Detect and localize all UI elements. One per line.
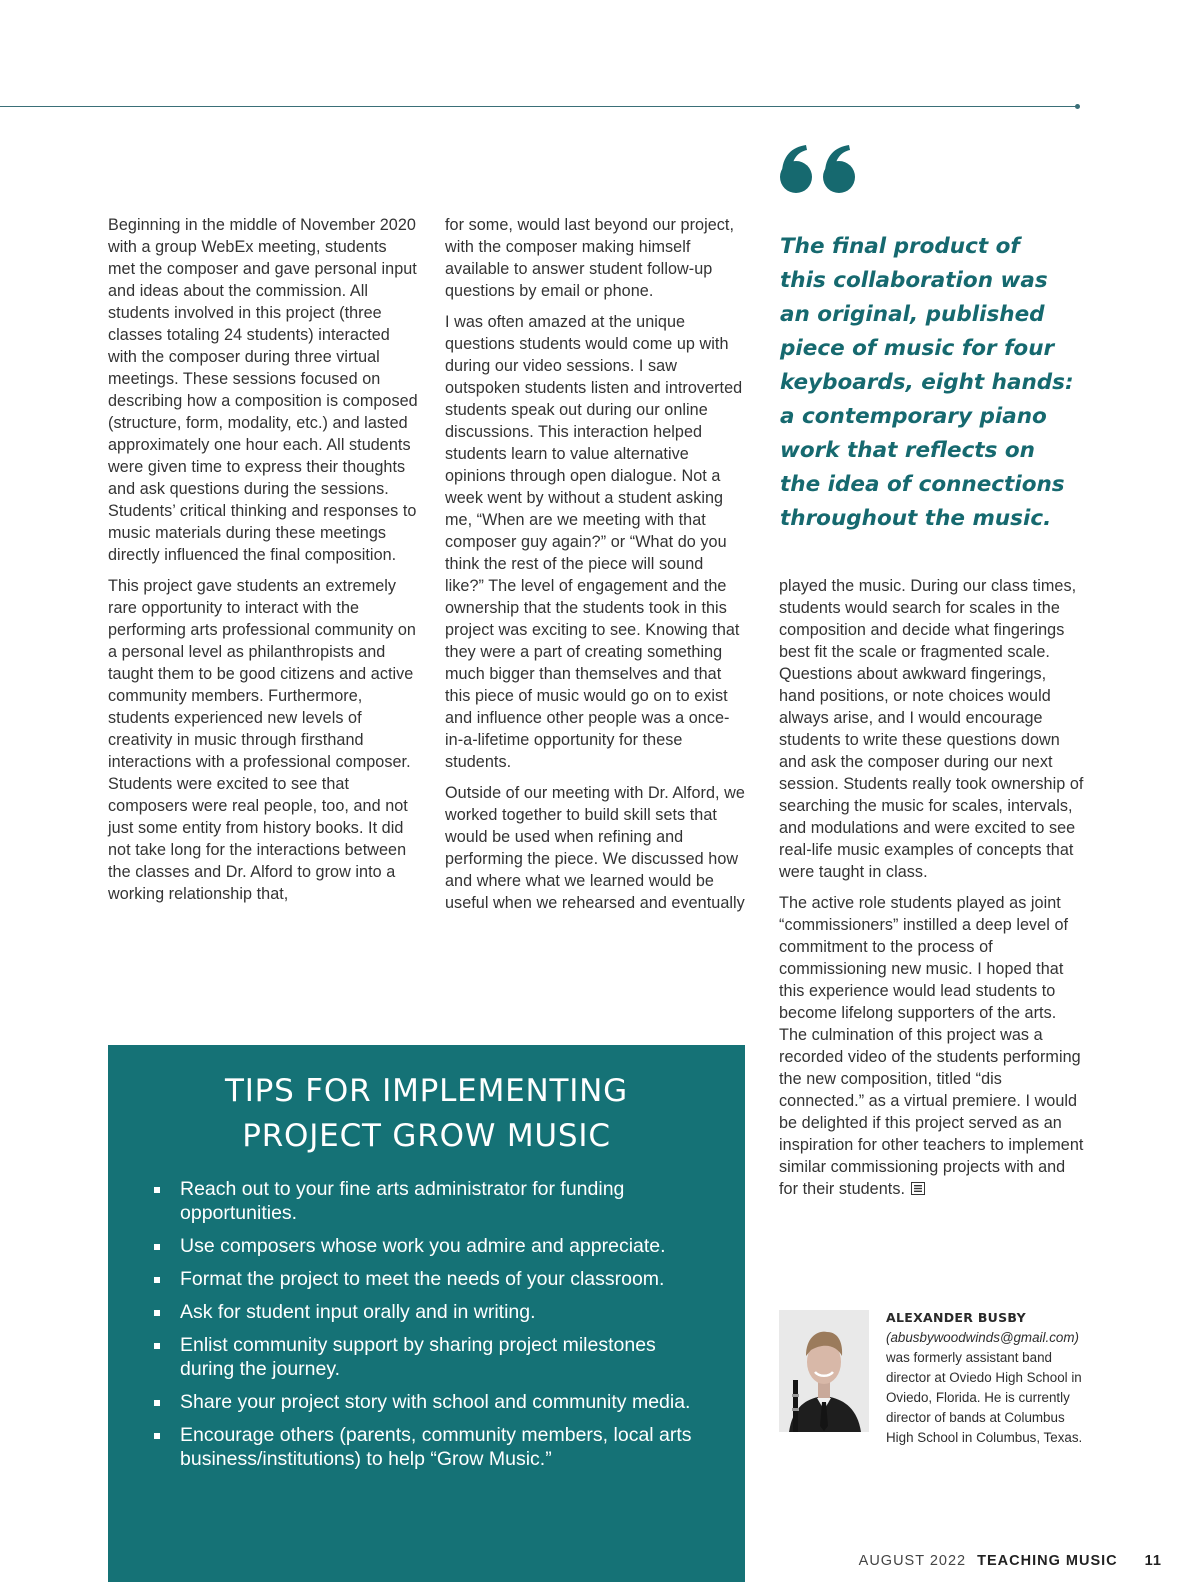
pull-quote-line: a contemporary piano — [780, 404, 1047, 429]
bullet-icon — [154, 1187, 160, 1193]
bullet-icon — [154, 1343, 160, 1349]
page-footer — [859, 1553, 1162, 1569]
pull-quote-line: The final product of — [780, 234, 1020, 259]
tips-list-item — [152, 1333, 712, 1381]
pull-quote-line: work that reflects on — [780, 438, 1035, 463]
paragraph: I was often amazed at the unique questions students would come up with during our video sessions. I saw outspoken students listen and introverted students speak out during our online discussions. This interaction helped students learn to value alternative opinions through open dialogue. Not a week went by without a student asking me, “When are we meeting with that composer guy again?” or “What do you think the rest of the piece will sound like?” The level of engagement and the ownership that the students took in this project was exciting to see. Knowing that they were a part of creating something much bigger than themselves and that this piece of music would go on to exist and influence other people was a once-in-a-lifetime opportunity for these students. — [445, 313, 743, 771]
bullet-icon — [154, 1277, 160, 1283]
pull-quote-line: the idea of connections — [780, 472, 1065, 497]
author-photo — [779, 1310, 869, 1432]
bullet-icon — [154, 1433, 160, 1439]
tips-list-item — [152, 1300, 712, 1324]
bullet-icon — [154, 1400, 160, 1406]
magazine-name: TEACHING MUSIC — [977, 1553, 1118, 1569]
top-rule-dot — [1075, 104, 1080, 109]
author-bio — [886, 1308, 1086, 1448]
article-column-1 — [108, 214, 418, 914]
tips-list-item — [152, 1390, 712, 1414]
tips-title-line: TIPS FOR IMPLEMENTING — [225, 1073, 628, 1109]
pull-quote-line: keyboards, eight hands: — [780, 370, 1074, 395]
tip-text: Encourage others (parents, community members, local arts business/institutions) to help “Grow Music.” — [180, 1424, 692, 1470]
bullet-icon — [154, 1310, 160, 1316]
tip-text: Share your project story with school and community media. — [180, 1391, 691, 1413]
article-column-3 — [779, 575, 1085, 1209]
author-details — [886, 1328, 1086, 1448]
tips-list — [152, 1177, 712, 1480]
pull-quote-line: this collaboration was — [780, 268, 1048, 293]
pull-quote — [780, 230, 1080, 536]
tip-text: Use composers whose work you admire and appreciate. — [180, 1235, 666, 1257]
tips-title — [108, 1069, 745, 1159]
paragraph: for some, would last beyond our project, with the composer making himself available to answer student follow-up questions by email or phone. — [445, 216, 735, 300]
paragraph-text: The active role students played as joint “commissioners” instilled a deep level of commitment to the process of commissioning new music. I hoped that this experience would lead students to become lifelong supporters of the arts. The culmination of this project was a recorded video of the students performing the new composition, titled “dis connected.” as a virtual premiere. I would be delighted if this project served as an inspiration for other teachers to implement similar commissioning projects with and for their students. — [779, 894, 1084, 1198]
author-bio-text: was formerly assistant band director at Oviedo High School in Oviedo, Florida. He is currently director of bands at Columbus High School in Columbus, Texas. — [886, 1350, 1083, 1445]
end-of-article-icon — [911, 1182, 925, 1195]
paragraph: Outside of our meeting with Dr. Alford, we worked together to build skill sets that would be used when refining and performing the piece. We discussed how and where what we learned would be useful when we rehearsed and eventually — [445, 784, 745, 912]
tip-text: Ask for student input orally and in writing. — [180, 1301, 536, 1323]
author-email: (abusbywoodwinds@gmail.com) — [886, 1330, 1079, 1345]
page-number: 11 — [1144, 1553, 1162, 1569]
paragraph: Beginning in the middle of November 2020 with a group WebEx meeting, students met the composer and gave personal input and ideas about the commission. All students involved in this project (three classes totaling 24 students) interacted with the composer during three virtual meetings. These sessions focused on describing how a composition is composed (structure, form, modality, etc.) and lasted approximately one hour each. All students were given time to express their thoughts and ask questions during the sessions. Students’ critical thinking and responses to music materials during these meetings directly influenced the final composition. — [108, 216, 418, 564]
tips-title-line: PROJECT GROW MUSIC — [242, 1118, 611, 1154]
tip-text: Enlist community support by sharing project milestones during the journey. — [180, 1334, 656, 1380]
paragraph: played the music. During our class times, students would search for scales in the composition and decide what fingerings best fit the scale or fragmented scale. Questions about awkward fingerings, hand positions, or note choices would always arise, and I would encourage students to write these questions down and ask the composer during our next session. Students really took ownership of searching the music for scales, intervals, and modulations and were excited to see real-life music examples of concepts that were taught in class. — [779, 577, 1084, 881]
article-column-2 — [445, 214, 745, 923]
tips-list-item — [152, 1177, 712, 1225]
bullet-icon — [154, 1244, 160, 1250]
tips-list-item — [152, 1234, 712, 1258]
paragraph: This project gave students an extremely rare opportunity to interact with the performing arts professional community on a personal level as philanthropists and taught them to be good citizens and active community members. Furthermore, students experienced new levels of creativity in music through firsthand interactions with a professional composer. Students were excited to see that composers were real people, too, and not just some entity from history books. It did not take long for the interactions between the classes and Dr. Alford to grow into a working relationship that, — [108, 577, 416, 903]
author-portrait-icon — [779, 1310, 869, 1432]
top-rule — [0, 106, 1078, 107]
tips-sidebar — [108, 1045, 745, 1582]
tips-list-item — [152, 1267, 712, 1291]
tip-text: Reach out to your fine arts administrator for funding opportunities. — [180, 1178, 625, 1224]
issue-date: AUGUST 2022 — [858, 1553, 967, 1569]
paragraph — [779, 892, 1085, 1200]
double-quote-icon — [778, 140, 860, 196]
pull-quote-line: throughout the music. — [780, 506, 1052, 531]
author-name: ALEXANDER BUSBY — [886, 1310, 1026, 1325]
tip-text: Format the project to meet the needs of your classroom. — [180, 1268, 665, 1290]
pull-quote-line: an original, published — [780, 302, 1045, 327]
pull-quote-line: piece of music for four — [780, 336, 1055, 361]
tips-list-item — [152, 1423, 712, 1471]
